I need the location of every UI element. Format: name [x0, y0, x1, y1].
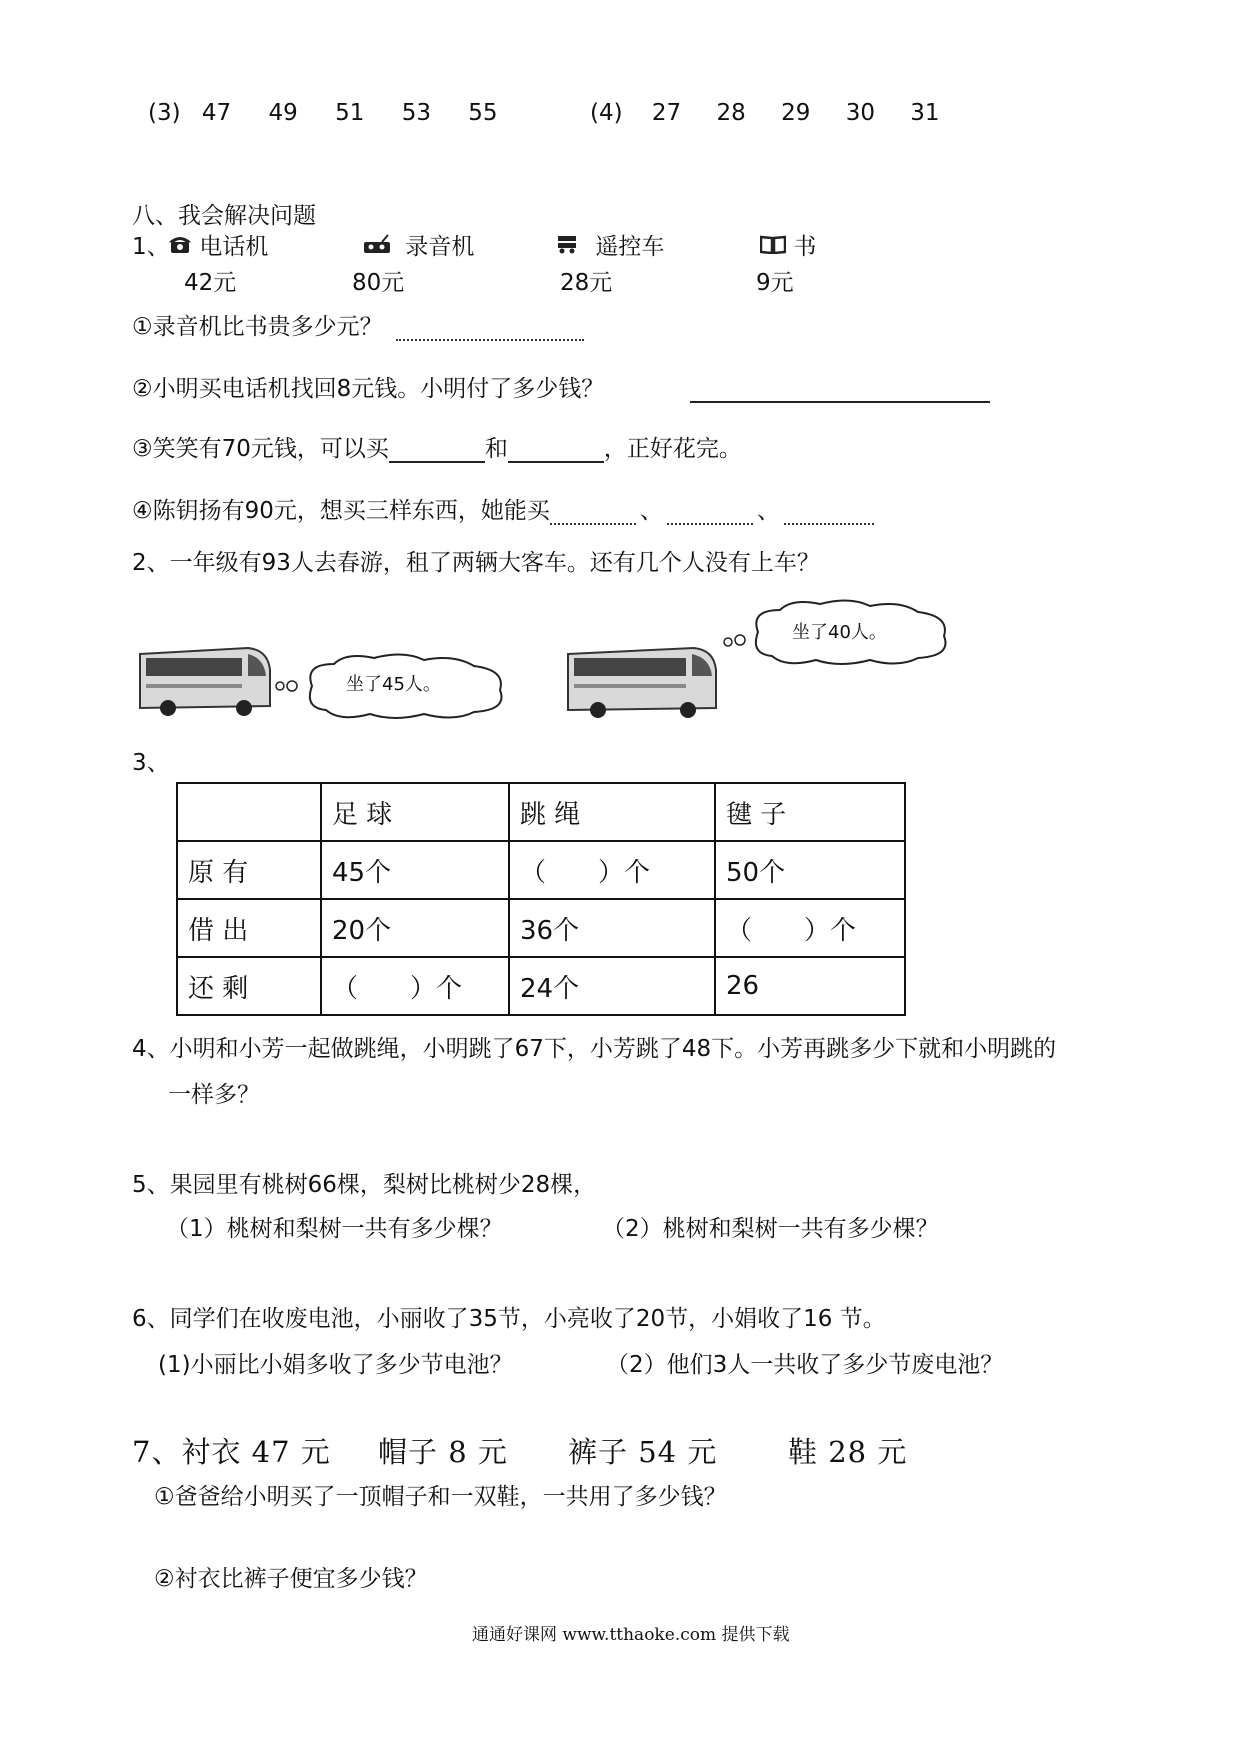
table-row — [177, 899, 905, 957]
price-recorder: 80元 — [352, 270, 405, 296]
table-header-cell: 毽 子 — [715, 783, 905, 841]
answer-blank[interactable] — [508, 439, 604, 463]
bus-image-2 — [564, 640, 724, 724]
q1-sub2 — [132, 370, 990, 403]
table-row — [177, 841, 905, 899]
question-text: ①录音机比书贵多少元？ — [132, 314, 383, 340]
item-name: 录音机 — [405, 234, 475, 260]
table-cell: 50个 — [715, 841, 905, 899]
table-cell: 24个 — [509, 957, 715, 1015]
q1-item-book — [760, 228, 816, 261]
table-row — [177, 957, 905, 1015]
answer-blank[interactable] — [690, 379, 990, 403]
question-text: ③笑笑有70元钱，可以买 — [132, 436, 389, 462]
answer-blank[interactable] — [550, 501, 636, 525]
q7-item-pants: 裤子 54 元 — [568, 1435, 718, 1469]
seq-number: 27 — [651, 100, 682, 126]
q5-sub2: （2）桃树和梨树一共有多少棵？ — [602, 1216, 939, 1242]
table-header-row — [177, 783, 905, 841]
table-cell: 36个 — [509, 899, 715, 957]
q2-text: 2、一年级有93人去春游，租了两辆大客车。还有几个人没有上车？ — [132, 550, 820, 576]
price-book: 9元 — [756, 270, 794, 296]
q1-sub1 — [132, 308, 584, 341]
q1-item-recorder — [362, 228, 474, 261]
price-telephone: 42元 — [184, 270, 237, 296]
sequence-3 — [148, 100, 498, 126]
q5-sub1: （1）桃树和梨树一共有多少棵？ — [166, 1216, 503, 1242]
seq-number: 53 — [401, 100, 431, 126]
table-header-cell — [177, 783, 321, 841]
q7-item-hat: 帽子 8 元 — [378, 1435, 508, 1469]
item-name: 书 — [793, 234, 817, 260]
question-text: ，正好花完。 — [603, 436, 742, 462]
table-cell[interactable]: （ ）个 — [715, 899, 905, 957]
q1-number: 1、 — [132, 234, 170, 260]
bubble-text-1: 坐了45人。 — [346, 674, 441, 695]
q7-item-shirt: 7、衬衣 47 元 — [132, 1435, 331, 1469]
q1-item-telephone — [168, 228, 268, 261]
q6-text: 6、同学们在收废电池，小丽收了35节，小亮收了20节，小娟收了16 节。 — [132, 1306, 886, 1332]
seq-number: 49 — [268, 100, 298, 126]
seq-number: 47 — [201, 100, 232, 126]
sequence-3-label: (3) — [148, 100, 181, 126]
q4-line1: 4、小明和小芳一起做跳绳，小明跳了67下，小芳跳了48下。小芳再跳多少下就和小明跳的 — [132, 1036, 1057, 1062]
question-text: ②小明买电话机找回8元钱。小明付了多少钱？ — [132, 376, 605, 402]
sequence-4 — [590, 100, 940, 126]
bubble-text-2: 坐了40人。 — [792, 622, 887, 643]
table-cell: 还 剩 — [177, 957, 321, 1015]
q6-sub1: (1)小丽比小娟多收了多少节电池？ — [158, 1352, 513, 1378]
q3-number: 3、 — [132, 750, 170, 776]
q3-table — [176, 782, 906, 1016]
q6-sub2: （2）他们3人一共收了多少节废电池？ — [606, 1352, 1004, 1378]
section-title: 八、我会解决问题 — [132, 203, 316, 229]
seq-number: 55 — [468, 100, 498, 126]
answer-blank[interactable] — [667, 501, 753, 525]
seq-number: 51 — [335, 100, 365, 126]
table-cell: 45个 — [321, 841, 509, 899]
tape-recorder-icon — [362, 234, 399, 260]
seq-number: 28 — [716, 100, 746, 126]
sequence-4-label: (4) — [590, 100, 623, 126]
remote-car-icon — [556, 234, 585, 260]
question-text: ④陈钥扬有90元，想买三样东西，她能买 — [132, 498, 550, 524]
seq-number: 29 — [781, 100, 811, 126]
separator: 、 — [756, 498, 780, 524]
table-header-cell: 足 球 — [321, 783, 509, 841]
item-name: 遥控车 — [595, 234, 665, 260]
q1-sub3 — [132, 430, 742, 463]
table-cell: 20个 — [321, 899, 509, 957]
q1-sub4 — [132, 492, 874, 525]
q1-item-car — [556, 228, 664, 261]
answer-blank[interactable] — [396, 317, 584, 341]
answer-blank[interactable] — [389, 439, 485, 463]
item-name: 电话机 — [199, 234, 269, 260]
table-cell[interactable]: （ ）个 — [321, 957, 509, 1015]
bus-image-1 — [136, 640, 276, 722]
table-cell: 26 — [715, 957, 905, 1015]
q7-sub2: ②衬衣比裤子便宜多少钱？ — [154, 1566, 428, 1592]
table-cell: 借 出 — [177, 899, 321, 957]
question-text: 和 — [484, 436, 508, 462]
page-footer: 通通好课网 www.tthaoke.com 提供下载 — [472, 1625, 790, 1645]
price-car: 28元 — [560, 270, 613, 296]
q7-item-shoes: 鞋 28 元 — [788, 1435, 908, 1469]
q4-line2: 一样多？ — [168, 1082, 260, 1108]
seq-number: 30 — [845, 100, 875, 126]
telephone-icon — [168, 234, 199, 260]
table-header-cell: 跳 绳 — [509, 783, 715, 841]
seq-number: 31 — [910, 100, 940, 126]
q7-sub1: ①爸爸给小明买了一顶帽子和一双鞋，一共用了多少钱？ — [154, 1484, 727, 1510]
table-cell: 原 有 — [177, 841, 321, 899]
answer-blank[interactable] — [784, 501, 874, 525]
q5-text: 5、果园里有桃树66棵，梨树比桃树少28棵， — [132, 1172, 597, 1198]
book-icon — [760, 234, 793, 260]
separator: 、 — [639, 498, 663, 524]
table-cell[interactable]: （ ）个 — [509, 841, 715, 899]
